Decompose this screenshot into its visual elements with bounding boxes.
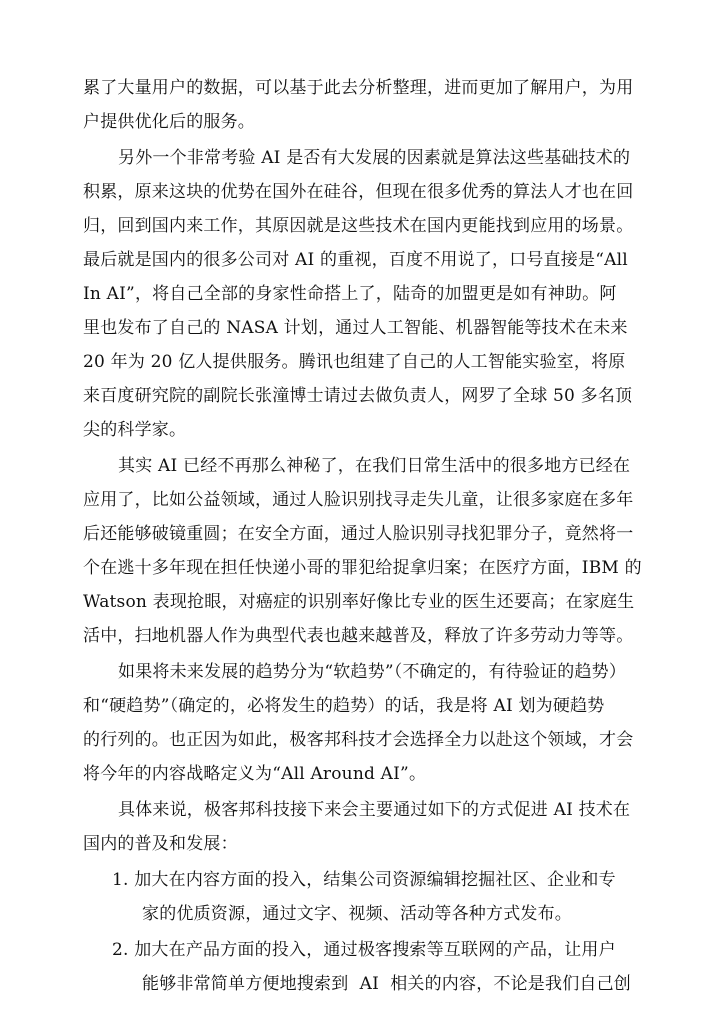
list-item: 2. 加大在产品方面的投入，通过极客搜索等互联网的产品，让用户 xyxy=(112,940,616,960)
paragraph-line: Watson 表现抢眼，对癌症的识别率好像比专业的医生还要高；在家庭生 xyxy=(83,592,635,612)
paragraph-line: 将今年的内容战略定义为“All Around AI”。 xyxy=(83,764,427,784)
paragraph-line: 来百度研究院的副院长张潼博士请过去做负责人，网罗了全球 50 多名顶 xyxy=(83,386,633,406)
list-item: 1. 加大在内容方面的投入，结集公司资源编辑挖掘社区、企业和专 xyxy=(112,870,616,890)
paragraph-line: 个在逃十多年现在担任快递小哥的罪犯给捉拿归案；在医疗方面，IBM 的 xyxy=(83,558,642,578)
paragraph-line: 的行列的。也正因为如此，极客邦科技才会选择全力以赴这个领域，才会 xyxy=(83,730,634,750)
paragraph-line: In AI”，将自己全部的身家性命搭上了，陆奇的加盟更是如有神助。阿 xyxy=(83,284,617,304)
paragraph-line: 具体来说，极客邦科技接下来会主要通过如下的方式促进 AI 技术在 xyxy=(118,800,631,820)
paragraph-line: 累了大量用户的数据，可以基于此去分析整理，进而更加了解用户，为用 xyxy=(83,78,634,98)
paragraph-line: 归，回到国内来工作，其原因就是这些技术在国内更能找到应用的场景。 xyxy=(83,216,634,236)
paragraph-line: 其实 AI 已经不再那么神秘了，在我们日常生活中的很多地方已经在 xyxy=(118,456,631,476)
paragraph-line: 尖的科学家。 xyxy=(83,420,187,440)
list-item-continuation: 能够非常简单方便地搜索到 AI 相关的内容，不论是我们自己创 xyxy=(142,974,632,994)
paragraph-line: 户提供优化后的服务。 xyxy=(83,112,255,132)
paragraph-line: 国内的普及和发展： xyxy=(83,834,238,854)
paragraph-line: 20 年为 20 亿人提供服务。腾讯也组建了自己的人工智能实验室，将原 xyxy=(83,352,626,372)
paragraph-line: 另外一个非常考验 AI 是否有大发展的因素就是算法这些基础技术的 xyxy=(118,148,631,168)
paragraph-line: 里也发布了自己的 NASA 计划，通过人工智能、机器智能等技术在未来 xyxy=(83,318,628,338)
paragraph-line: 如果将未来发展的趋势分为“软趋势”（不确定的，有待验证的趋势） xyxy=(118,662,627,682)
paragraph-line: 积累，原来这块的优势在国外在硅谷，但现在很多优秀的算法人才也在回 xyxy=(83,182,634,202)
paragraph-line: 后还能够破镜重圆；在安全方面，通过人脸识别寻找犯罪分子，竟然将一 xyxy=(83,524,634,544)
paragraph-line: 活中，扫地机器人作为典型代表也越来越普及，释放了许多劳动力等等。 xyxy=(83,626,634,646)
paragraph-line: 和“硬趋势”（确定的，必将发生的趋势）的话，我是将 AI 划为硬趋势 xyxy=(83,696,605,716)
list-item-continuation: 家的优质资源，通过文字、视频、活动等各种方式发布。 xyxy=(142,904,572,924)
paragraph-line: 应用了，比如公益领域，通过人脸识别找寻走失儿童，让很多家庭在多年 xyxy=(83,490,634,510)
paragraph-line: 最后就是国内的很多公司对 AI 的重视，百度不用说了，口号直接是“All xyxy=(83,250,628,270)
